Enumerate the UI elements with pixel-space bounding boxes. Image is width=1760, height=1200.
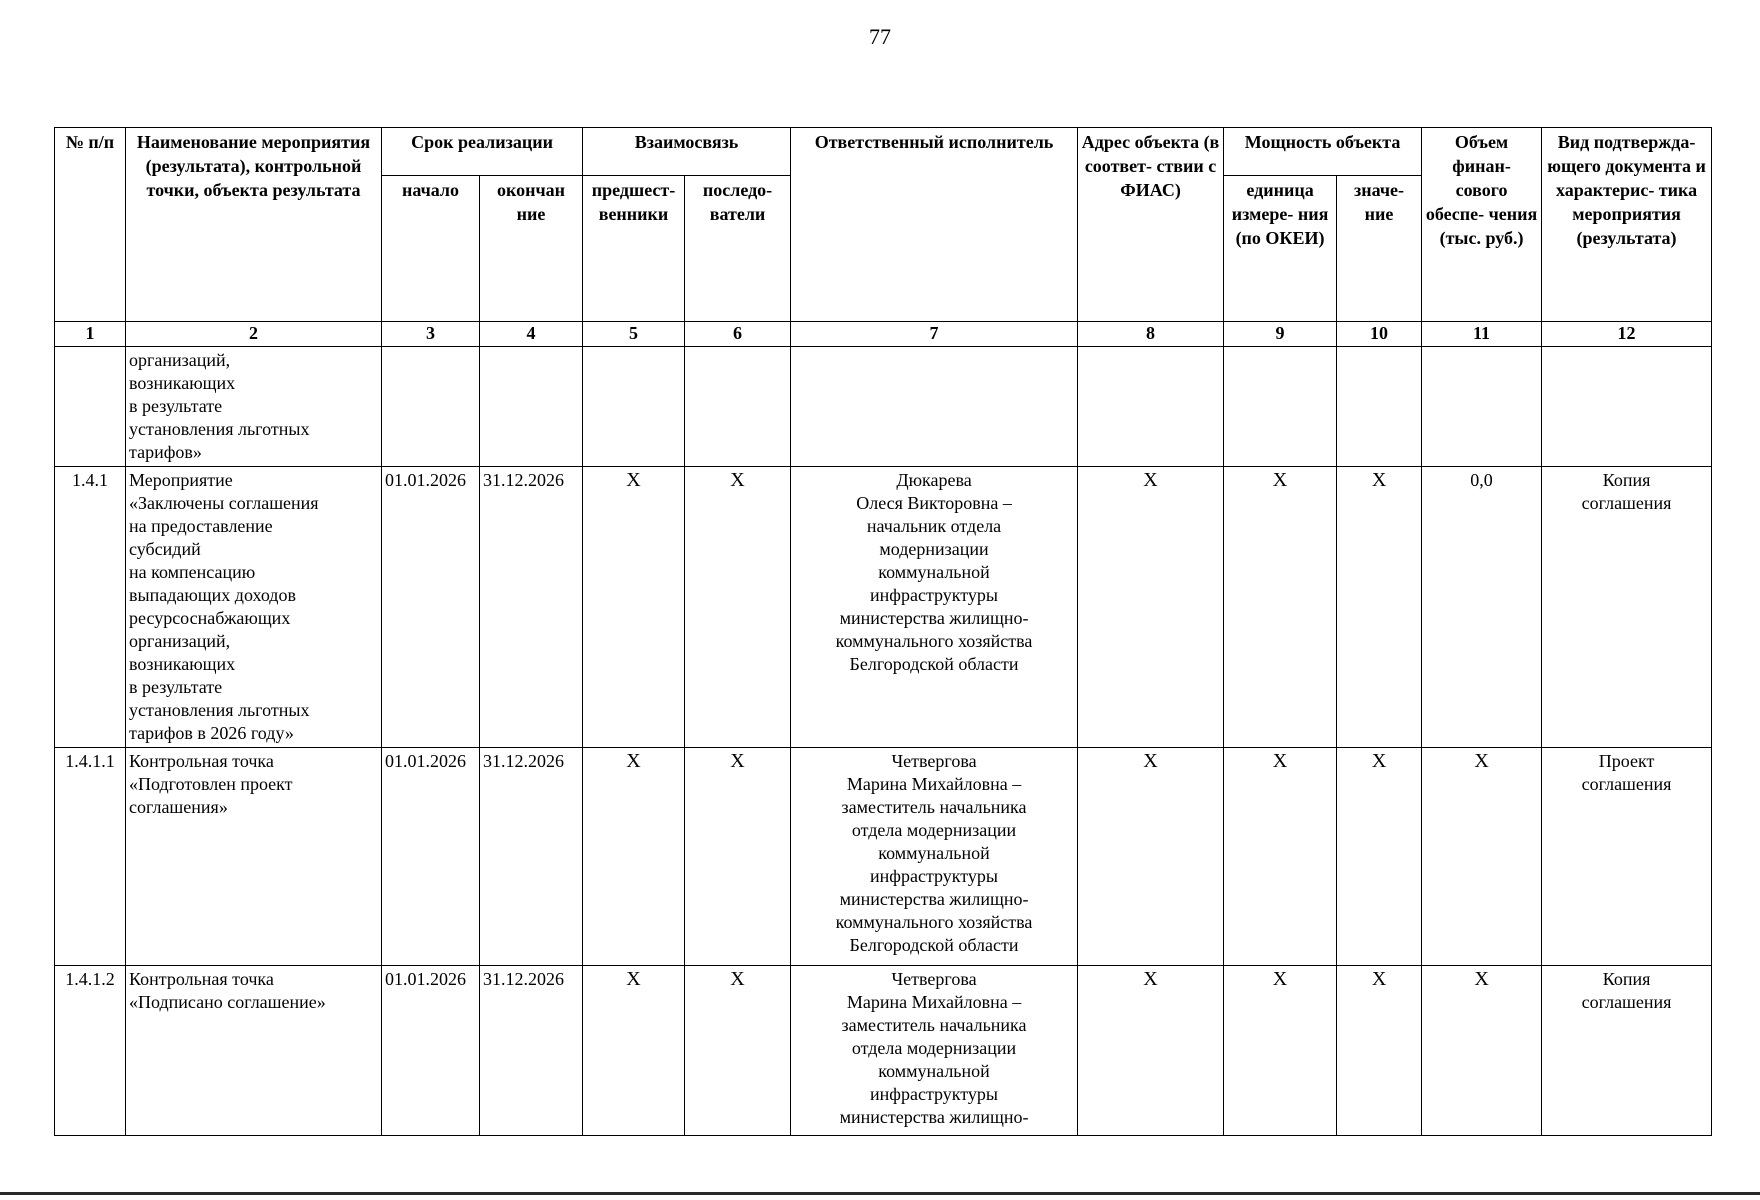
- row-predecessors: X: [583, 467, 685, 748]
- page-bottom-rule: [0, 1192, 1760, 1195]
- plan-table: [54, 127, 1712, 1136]
- page-number: 77: [869, 24, 891, 49]
- row-unit: X: [1224, 748, 1337, 966]
- table-row: [55, 966, 1712, 1136]
- column-number: 10: [1337, 322, 1422, 347]
- row-name: организаций, возникающих в результате установления льготных тарифов»: [126, 347, 382, 467]
- row-document: [1542, 347, 1712, 467]
- row-finance: [1422, 347, 1542, 467]
- row-predecessors: [583, 347, 685, 467]
- header-link: Взаимосвязь: [583, 128, 791, 176]
- column-number: 8: [1078, 322, 1224, 347]
- header-predecessors: предшест- венники: [583, 176, 685, 322]
- row-end: [480, 347, 583, 467]
- row-address: X: [1078, 966, 1224, 1136]
- row-successors: X: [685, 748, 791, 966]
- row-responsible: Дюкарева Олеся Викторовна – начальник отдела модернизации коммунальной инфраструктуры министерства жилищно- коммунального хозяйства Белгородской области: [791, 467, 1078, 748]
- row-end: 31.12.2026: [480, 467, 583, 748]
- row-responsible: Четвергова Марина Михайловна – заместитель начальника отдела модернизации коммунальной инфраструктуры министерства жилищно-: [791, 966, 1078, 1136]
- header-document: Вид подтвержда- ющего документа и характерис- тика мероприятия (результата): [1542, 128, 1712, 322]
- row-value: X: [1337, 467, 1422, 748]
- row-value: X: [1337, 966, 1422, 1136]
- column-number: 2: [126, 322, 382, 347]
- row-value: [1337, 347, 1422, 467]
- column-number: 4: [480, 322, 583, 347]
- column-number: 5: [583, 322, 685, 347]
- column-number: 3: [382, 322, 480, 347]
- header-number: № п/п: [55, 128, 126, 322]
- header-start: начало: [382, 176, 480, 322]
- row-end: 31.12.2026: [480, 748, 583, 966]
- column-number: 9: [1224, 322, 1337, 347]
- header-power: Мощность объекта: [1224, 128, 1422, 176]
- row-start: [382, 347, 480, 467]
- row-document: Проект соглашения: [1542, 748, 1712, 966]
- row-start: 01.01.2026: [382, 467, 480, 748]
- column-number: 6: [685, 322, 791, 347]
- header-finance: Объем финан- сового обеспе- чения (тыс. руб.): [1422, 128, 1542, 322]
- row-value: X: [1337, 748, 1422, 966]
- column-number: 11: [1422, 322, 1542, 347]
- table-row: [55, 347, 1712, 467]
- row-successors: X: [685, 966, 791, 1136]
- row-address: X: [1078, 748, 1224, 966]
- row-predecessors: X: [583, 966, 685, 1136]
- table-row: [55, 748, 1712, 966]
- column-number: 12: [1542, 322, 1712, 347]
- header-unit: единица измере- ния (по ОКЕИ): [1224, 176, 1337, 322]
- header-name: Наименование мероприятия (результата), контрольной точки, объекта результата: [126, 128, 382, 322]
- row-unit: X: [1224, 467, 1337, 748]
- row-document: Копия соглашения: [1542, 966, 1712, 1136]
- row-name: Контрольная точка «Подготовлен проект соглашения»: [126, 748, 382, 966]
- row-number: 1.4.1.2: [55, 966, 126, 1136]
- row-responsible: [791, 347, 1078, 467]
- row-start: 01.01.2026: [382, 748, 480, 966]
- table-row: [55, 467, 1712, 748]
- row-number: 1.4.1.1: [55, 748, 126, 966]
- header-end: окончан ние: [480, 176, 583, 322]
- header-term: Срок реализации: [382, 128, 583, 176]
- row-unit: X: [1224, 966, 1337, 1136]
- row-end: 31.12.2026: [480, 966, 583, 1136]
- row-finance: 0,0: [1422, 467, 1542, 748]
- row-successors: [685, 347, 791, 467]
- header-responsible: Ответственный исполнитель: [791, 128, 1078, 322]
- header-successors: последо- ватели: [685, 176, 791, 322]
- row-predecessors: X: [583, 748, 685, 966]
- row-unit: [1224, 347, 1337, 467]
- row-document: Копия соглашения: [1542, 467, 1712, 748]
- row-finance: X: [1422, 966, 1542, 1136]
- row-address: [1078, 347, 1224, 467]
- header-row-top: [55, 128, 1712, 176]
- row-name: Мероприятие «Заключены соглашения на предоставление субсидий на компенсацию выпадающих доходов ресурсоснабжающих организаций, возникающих в результате установления льготных тарифов в 2026 году»: [126, 467, 382, 748]
- header-address: Адрес объекта (в соответ- ствии с ФИАС): [1078, 128, 1224, 322]
- column-number-row: [55, 322, 1712, 347]
- row-finance: X: [1422, 748, 1542, 966]
- row-responsible: Четвергова Марина Михайловна – заместитель начальника отдела модернизации коммунальной инфраструктуры министерства жилищно- коммунального хозяйства Белгородской области: [791, 748, 1078, 966]
- row-name: Контрольная точка «Подписано соглашение»: [126, 966, 382, 1136]
- column-number: 1: [55, 322, 126, 347]
- row-successors: X: [685, 467, 791, 748]
- row-number: [55, 347, 126, 467]
- row-start: 01.01.2026: [382, 966, 480, 1136]
- header-value: значе- ние: [1337, 176, 1422, 322]
- row-number: 1.4.1: [55, 467, 126, 748]
- row-address: X: [1078, 467, 1224, 748]
- column-number: 7: [791, 322, 1078, 347]
